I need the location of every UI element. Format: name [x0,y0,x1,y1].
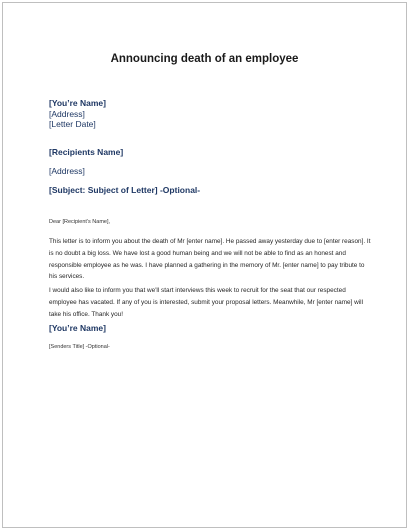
sender-address: [Address] [49,108,85,119]
salutation: Dear [Recipient’s Name], [49,219,111,225]
sender-name: [You’re Name] [49,98,106,108]
letter-date: [Letter Date] [49,119,96,129]
closing-name: [You’re Name] [49,323,106,333]
recipient-address: [Address] [49,166,85,176]
document-title: Announcing death of an employee [110,53,299,65]
recipient-name: [Recipients Name] [49,147,124,157]
subject-line: [Subject: Subject of Letter] -Optional- [49,185,201,195]
body-paragraph-1: This letter is to inform you about the death of Mr [enter name]. He passed away yesterday due to [enter reason]. It is no doubt a big loss. We have lost a good human being and we will not be able to find as an honest and responsible employee as he was. I have planned a gathering in the memory of Mr. [enter name] to pay tribute to his services. [49,238,371,281]
body-paragraph-2: I would also like to inform you that we'll start interviews this week to recruit for the seat that our respected employee has vacated. If any of you is interested, submit your proposal letters. Meanwhile, Mr [enter name] will take his office. Thank you! [49,287,363,318]
sender-block [49,98,106,130]
sender-title: [Senders Title] -Optional- [49,344,110,350]
letter-page [2,2,407,528]
